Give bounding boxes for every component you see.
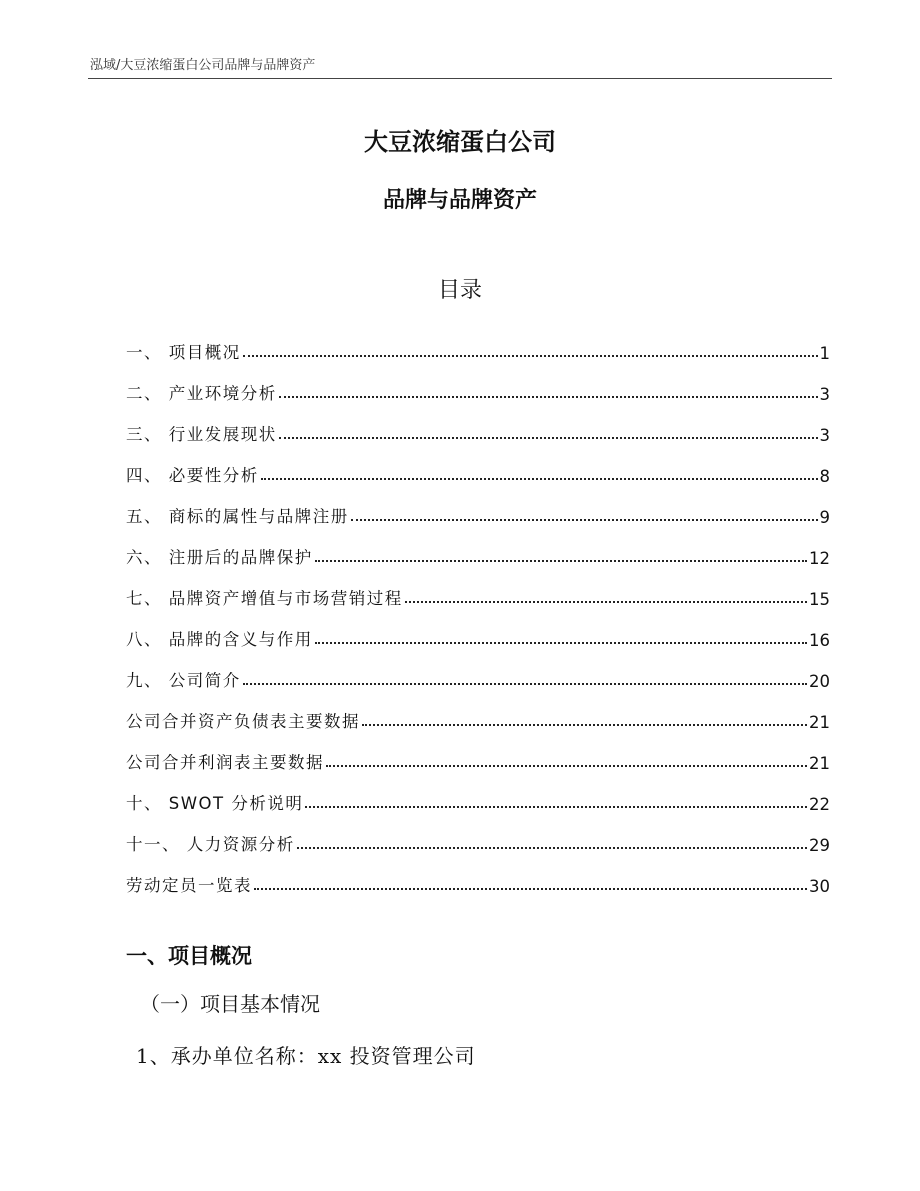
toc-entry-page: 3 bbox=[819, 426, 830, 445]
toc-entry-label: 三、 行业发展现状 bbox=[126, 425, 277, 444]
toc-entry[interactable] bbox=[126, 486, 830, 527]
toc-entry[interactable] bbox=[126, 527, 830, 568]
toc-entry-page: 15 bbox=[809, 590, 830, 609]
toc-entry-label: 八、 品牌的含义与作用 bbox=[126, 630, 313, 649]
toc-entry[interactable] bbox=[126, 650, 830, 691]
toc-entry[interactable] bbox=[126, 732, 830, 773]
toc-entry-label: 公司合并资产负债表主要数据 bbox=[126, 712, 360, 731]
toc-entry-page: 29 bbox=[809, 836, 830, 855]
toc-entry[interactable] bbox=[126, 691, 830, 732]
toc-entry[interactable] bbox=[126, 363, 830, 404]
document-title: 大豆浓缩蛋白公司 bbox=[364, 128, 556, 156]
toc-entry-page: 20 bbox=[809, 672, 830, 691]
toc-leader-dots bbox=[326, 765, 807, 767]
toc-leader-dots bbox=[315, 642, 807, 644]
subsection-heading: （一）项目基本情况 bbox=[140, 992, 320, 1016]
toc-leader-dots bbox=[243, 683, 807, 685]
toc-entry[interactable] bbox=[126, 568, 830, 609]
toc-entry-label: 十一、 人力资源分析 bbox=[126, 835, 295, 854]
toc-entry-label: 九、 公司简介 bbox=[126, 671, 241, 690]
toc-entry-page: 21 bbox=[809, 754, 830, 773]
toc-entry[interactable] bbox=[126, 773, 830, 814]
toc-entry-label: 二、 产业环境分析 bbox=[126, 384, 277, 403]
toc-leader-dots bbox=[243, 355, 818, 357]
toc-entry-page: 8 bbox=[819, 467, 830, 486]
toc-leader-dots bbox=[315, 560, 807, 562]
toc-entry[interactable] bbox=[126, 404, 830, 445]
toc-entry[interactable] bbox=[126, 814, 830, 855]
toc-entry-page: 12 bbox=[809, 549, 830, 568]
toc-entry-label: 公司合并利润表主要数据 bbox=[126, 753, 324, 772]
toc-leader-dots bbox=[405, 601, 807, 603]
toc-entry-page: 3 bbox=[819, 385, 830, 404]
toc-entry-page: 1 bbox=[819, 344, 830, 363]
running-header: 泓域/大豆浓缩蛋白公司品牌与品牌资产 bbox=[90, 58, 316, 73]
toc-title: 目录 bbox=[437, 278, 482, 303]
toc-leader-dots bbox=[279, 396, 818, 398]
toc-leader-dots bbox=[351, 519, 818, 521]
toc-entry-label: 十、 SWOT 分析说明 bbox=[126, 794, 304, 813]
toc-leader-dots bbox=[261, 478, 818, 480]
toc-entry[interactable] bbox=[126, 322, 830, 363]
toc-entry-page: 9 bbox=[819, 508, 830, 527]
toc-entry-label: 六、 注册后的品牌保护 bbox=[126, 548, 313, 567]
header-divider bbox=[88, 78, 832, 79]
toc-entry-page: 30 bbox=[809, 877, 830, 896]
toc-entry-label: 四、 必要性分析 bbox=[126, 466, 259, 485]
toc-entry-page: 16 bbox=[809, 631, 830, 650]
toc-leader-dots bbox=[362, 724, 807, 726]
toc-entry[interactable] bbox=[126, 609, 830, 650]
toc-leader-dots bbox=[297, 847, 807, 849]
table-of-contents bbox=[126, 322, 830, 896]
toc-entry-page: 22 bbox=[809, 795, 830, 814]
toc-entry-label: 七、 品牌资产增值与市场营销过程 bbox=[126, 589, 403, 608]
toc-entry-label: 劳动定员一览表 bbox=[126, 876, 252, 895]
toc-entry[interactable] bbox=[126, 855, 830, 896]
section-heading: 一、项目概况 bbox=[126, 944, 252, 968]
toc-entry-label: 五、 商标的属性与品牌注册 bbox=[126, 507, 349, 526]
toc-entry-page: 21 bbox=[809, 713, 830, 732]
toc-leader-dots bbox=[279, 437, 818, 439]
toc-leader-dots bbox=[305, 806, 807, 808]
toc-entry[interactable] bbox=[126, 445, 830, 486]
body-paragraph: 1、承办单位名称：xx 投资管理公司 bbox=[136, 1044, 476, 1068]
toc-leader-dots bbox=[254, 888, 807, 890]
toc-entry-label: 一、 项目概况 bbox=[126, 343, 241, 362]
document-subtitle: 品牌与品牌资产 bbox=[382, 188, 537, 213]
